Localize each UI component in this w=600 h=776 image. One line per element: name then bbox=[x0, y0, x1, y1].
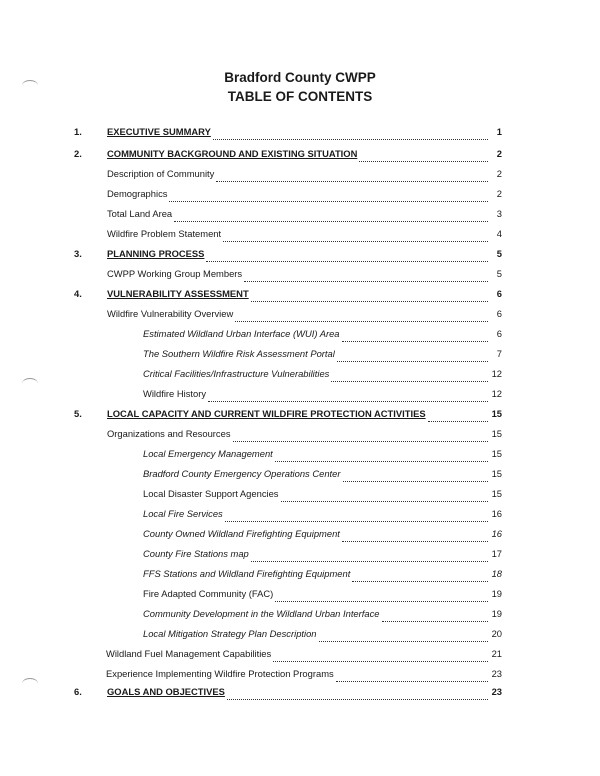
toc-page-number: 15 bbox=[491, 428, 502, 439]
toc-page-number: 6 bbox=[496, 288, 502, 299]
dot-leader bbox=[428, 411, 488, 422]
toc-entry[interactable] bbox=[143, 506, 502, 522]
toc-page-number: 1 bbox=[496, 126, 502, 137]
toc-page-number: 16 bbox=[491, 528, 502, 539]
toc-entry-title: Total Land Area bbox=[107, 208, 173, 219]
toc-entry[interactable] bbox=[143, 346, 502, 362]
dot-leader bbox=[359, 151, 488, 162]
toc-page-number: 15 bbox=[491, 488, 502, 499]
toc-entry-title: Local Emergency Management bbox=[143, 448, 273, 459]
dot-leader bbox=[342, 531, 488, 542]
toc-entry-title: VULNERABILITY ASSESSMENT bbox=[107, 288, 249, 299]
toc-section-number: 1. bbox=[74, 126, 82, 137]
toc-page-number: 20 bbox=[491, 628, 502, 639]
dot-leader bbox=[342, 331, 488, 342]
toc-entry-title: Organizations and Resources bbox=[107, 428, 231, 439]
dot-leader bbox=[275, 451, 488, 462]
toc-entry-title: Critical Facilities/Infrastructure Vulnerabilities bbox=[143, 368, 330, 379]
toc-entry-title: Bradford County Emergency Operations Center bbox=[143, 468, 341, 479]
dot-leader bbox=[382, 611, 489, 622]
toc-entry[interactable] bbox=[107, 406, 502, 422]
toc-entry-title: County Fire Stations map bbox=[143, 548, 249, 559]
toc-entry[interactable] bbox=[143, 566, 502, 582]
dot-leader bbox=[216, 171, 488, 182]
toc-entry-title: Demographics bbox=[107, 188, 168, 199]
dot-leader bbox=[244, 271, 488, 282]
toc-entry[interactable] bbox=[143, 386, 502, 402]
dot-leader bbox=[336, 671, 488, 682]
toc-entry-title: Description of Community bbox=[107, 168, 215, 179]
toc-entry[interactable] bbox=[107, 246, 502, 262]
toc-entry-title: Wildfire History bbox=[143, 388, 207, 399]
dot-leader bbox=[223, 231, 488, 242]
toc-entry[interactable] bbox=[107, 426, 502, 442]
toc-entry[interactable] bbox=[106, 666, 502, 682]
dot-leader bbox=[213, 129, 488, 140]
dot-leader bbox=[273, 651, 488, 662]
toc-entry-title: COMMUNITY BACKGROUND AND EXISTING SITUATION bbox=[107, 148, 358, 159]
toc-page-number: 23 bbox=[491, 686, 502, 697]
toc-entry[interactable] bbox=[143, 526, 502, 542]
toc-entry[interactable] bbox=[107, 206, 502, 222]
dot-leader bbox=[275, 591, 488, 602]
toc-page-number: 12 bbox=[491, 368, 502, 379]
toc-entry[interactable] bbox=[107, 124, 502, 140]
dot-leader bbox=[225, 511, 488, 522]
toc-entry-title: Wildfire Problem Statement bbox=[107, 228, 222, 239]
toc-entry-title: Local Fire Services bbox=[143, 508, 223, 519]
toc-entry-title: Community Development in the Wildland Urban Interface bbox=[143, 608, 380, 619]
toc-page-number: 15 bbox=[491, 468, 502, 479]
toc-page-number: 16 bbox=[491, 508, 502, 519]
toc-page-number: 12 bbox=[491, 388, 502, 399]
toc-entry[interactable] bbox=[107, 286, 502, 302]
toc-entry[interactable] bbox=[143, 586, 502, 602]
toc-page-number: 19 bbox=[491, 608, 502, 619]
toc-entry-title: EXECUTIVE SUMMARY bbox=[107, 126, 211, 137]
toc-page-number: 2 bbox=[496, 188, 502, 199]
dot-leader bbox=[235, 311, 488, 322]
dot-leader bbox=[233, 431, 488, 442]
toc-entry[interactable] bbox=[143, 446, 502, 462]
dot-leader bbox=[319, 631, 488, 642]
toc-section-number: 2. bbox=[74, 148, 82, 159]
dot-leader bbox=[343, 471, 489, 482]
toc-entry[interactable] bbox=[107, 684, 502, 700]
toc-entry-title: Local Disaster Support Agencies bbox=[143, 488, 279, 499]
toc-entry-title: Fire Adapted Community (FAC) bbox=[143, 588, 274, 599]
toc-page-number: 19 bbox=[491, 588, 502, 599]
toc-section-number: 6. bbox=[74, 686, 82, 697]
dot-leader bbox=[251, 291, 488, 302]
toc-page-number: 5 bbox=[496, 268, 502, 279]
toc-page-number: 2 bbox=[496, 148, 502, 159]
toc-page-number: 6 bbox=[496, 308, 502, 319]
toc-entry[interactable] bbox=[107, 166, 502, 182]
dot-leader bbox=[337, 351, 488, 362]
dot-leader bbox=[251, 551, 488, 562]
toc-entry-title: Wildfire Vulnerability Overview bbox=[107, 308, 234, 319]
toc-entry[interactable] bbox=[107, 146, 502, 162]
toc-entry[interactable] bbox=[107, 306, 502, 322]
toc-entry-title: CWPP Working Group Members bbox=[107, 268, 243, 279]
toc-entry-title: FFS Stations and Wildland Firefighting Equipment bbox=[143, 568, 351, 579]
dot-leader bbox=[174, 211, 488, 222]
dot-leader bbox=[169, 191, 488, 202]
toc-entry-title: Experience Implementing Wildfire Protection Programs bbox=[106, 668, 334, 679]
toc-page-number: 21 bbox=[491, 648, 502, 659]
toc-page-number: 17 bbox=[491, 548, 502, 559]
toc-entry[interactable] bbox=[143, 466, 502, 482]
dot-leader bbox=[206, 251, 488, 262]
toc-entry-title: PLANNING PROCESS bbox=[107, 248, 205, 259]
toc-section-number: 5. bbox=[74, 408, 82, 419]
toc-entry[interactable] bbox=[143, 606, 502, 622]
toc-entry[interactable] bbox=[143, 326, 502, 342]
toc-entry[interactable] bbox=[107, 226, 502, 242]
toc-entry-title: The Southern Wildfire Risk Assessment Portal bbox=[143, 348, 335, 359]
toc-section-number: 3. bbox=[74, 248, 82, 259]
toc-section-number: 4. bbox=[74, 288, 82, 299]
toc-page-number: 3 bbox=[496, 208, 502, 219]
toc-page-number: 6 bbox=[496, 328, 502, 339]
toc-entry-title: Wildland Fuel Management Capabilities bbox=[106, 648, 272, 659]
toc-entry[interactable] bbox=[143, 626, 502, 642]
toc-entry-title: Local Mitigation Strategy Plan Description bbox=[143, 628, 317, 639]
toc-page-number: 2 bbox=[496, 168, 502, 179]
toc-entry-title: County Owned Wildland Firefighting Equipment bbox=[143, 528, 340, 539]
toc-entry-title: Estimated Wildland Urban Interface (WUI) Area bbox=[143, 328, 340, 339]
toc-entry[interactable] bbox=[107, 186, 502, 202]
toc-entry[interactable] bbox=[143, 546, 502, 562]
dot-leader bbox=[227, 689, 488, 700]
toc-heading: TABLE OF CONTENTS bbox=[227, 89, 373, 104]
toc-entry[interactable] bbox=[143, 486, 502, 502]
toc-page-number: 7 bbox=[496, 348, 502, 359]
toc-page-number: 4 bbox=[496, 228, 502, 239]
toc-entry[interactable] bbox=[143, 366, 502, 382]
document-title: Bradford County CWPP bbox=[224, 70, 376, 85]
dot-leader bbox=[352, 571, 488, 582]
toc-page-number: 15 bbox=[491, 408, 502, 419]
toc-entry-title: GOALS AND OBJECTIVES bbox=[107, 686, 225, 697]
toc-page-number: 18 bbox=[491, 568, 502, 579]
toc-page-number: 5 bbox=[496, 248, 502, 259]
toc-page-number: 23 bbox=[491, 668, 502, 679]
dot-leader bbox=[208, 391, 488, 402]
dot-leader bbox=[281, 491, 489, 502]
toc-entry[interactable] bbox=[106, 646, 502, 662]
dot-leader bbox=[331, 371, 488, 382]
toc-page-number: 15 bbox=[491, 448, 502, 459]
toc-entry[interactable] bbox=[107, 266, 502, 282]
toc-entry-title: LOCAL CAPACITY AND CURRENT WILDFIRE PROTECTION ACTIVITIES bbox=[107, 408, 426, 419]
